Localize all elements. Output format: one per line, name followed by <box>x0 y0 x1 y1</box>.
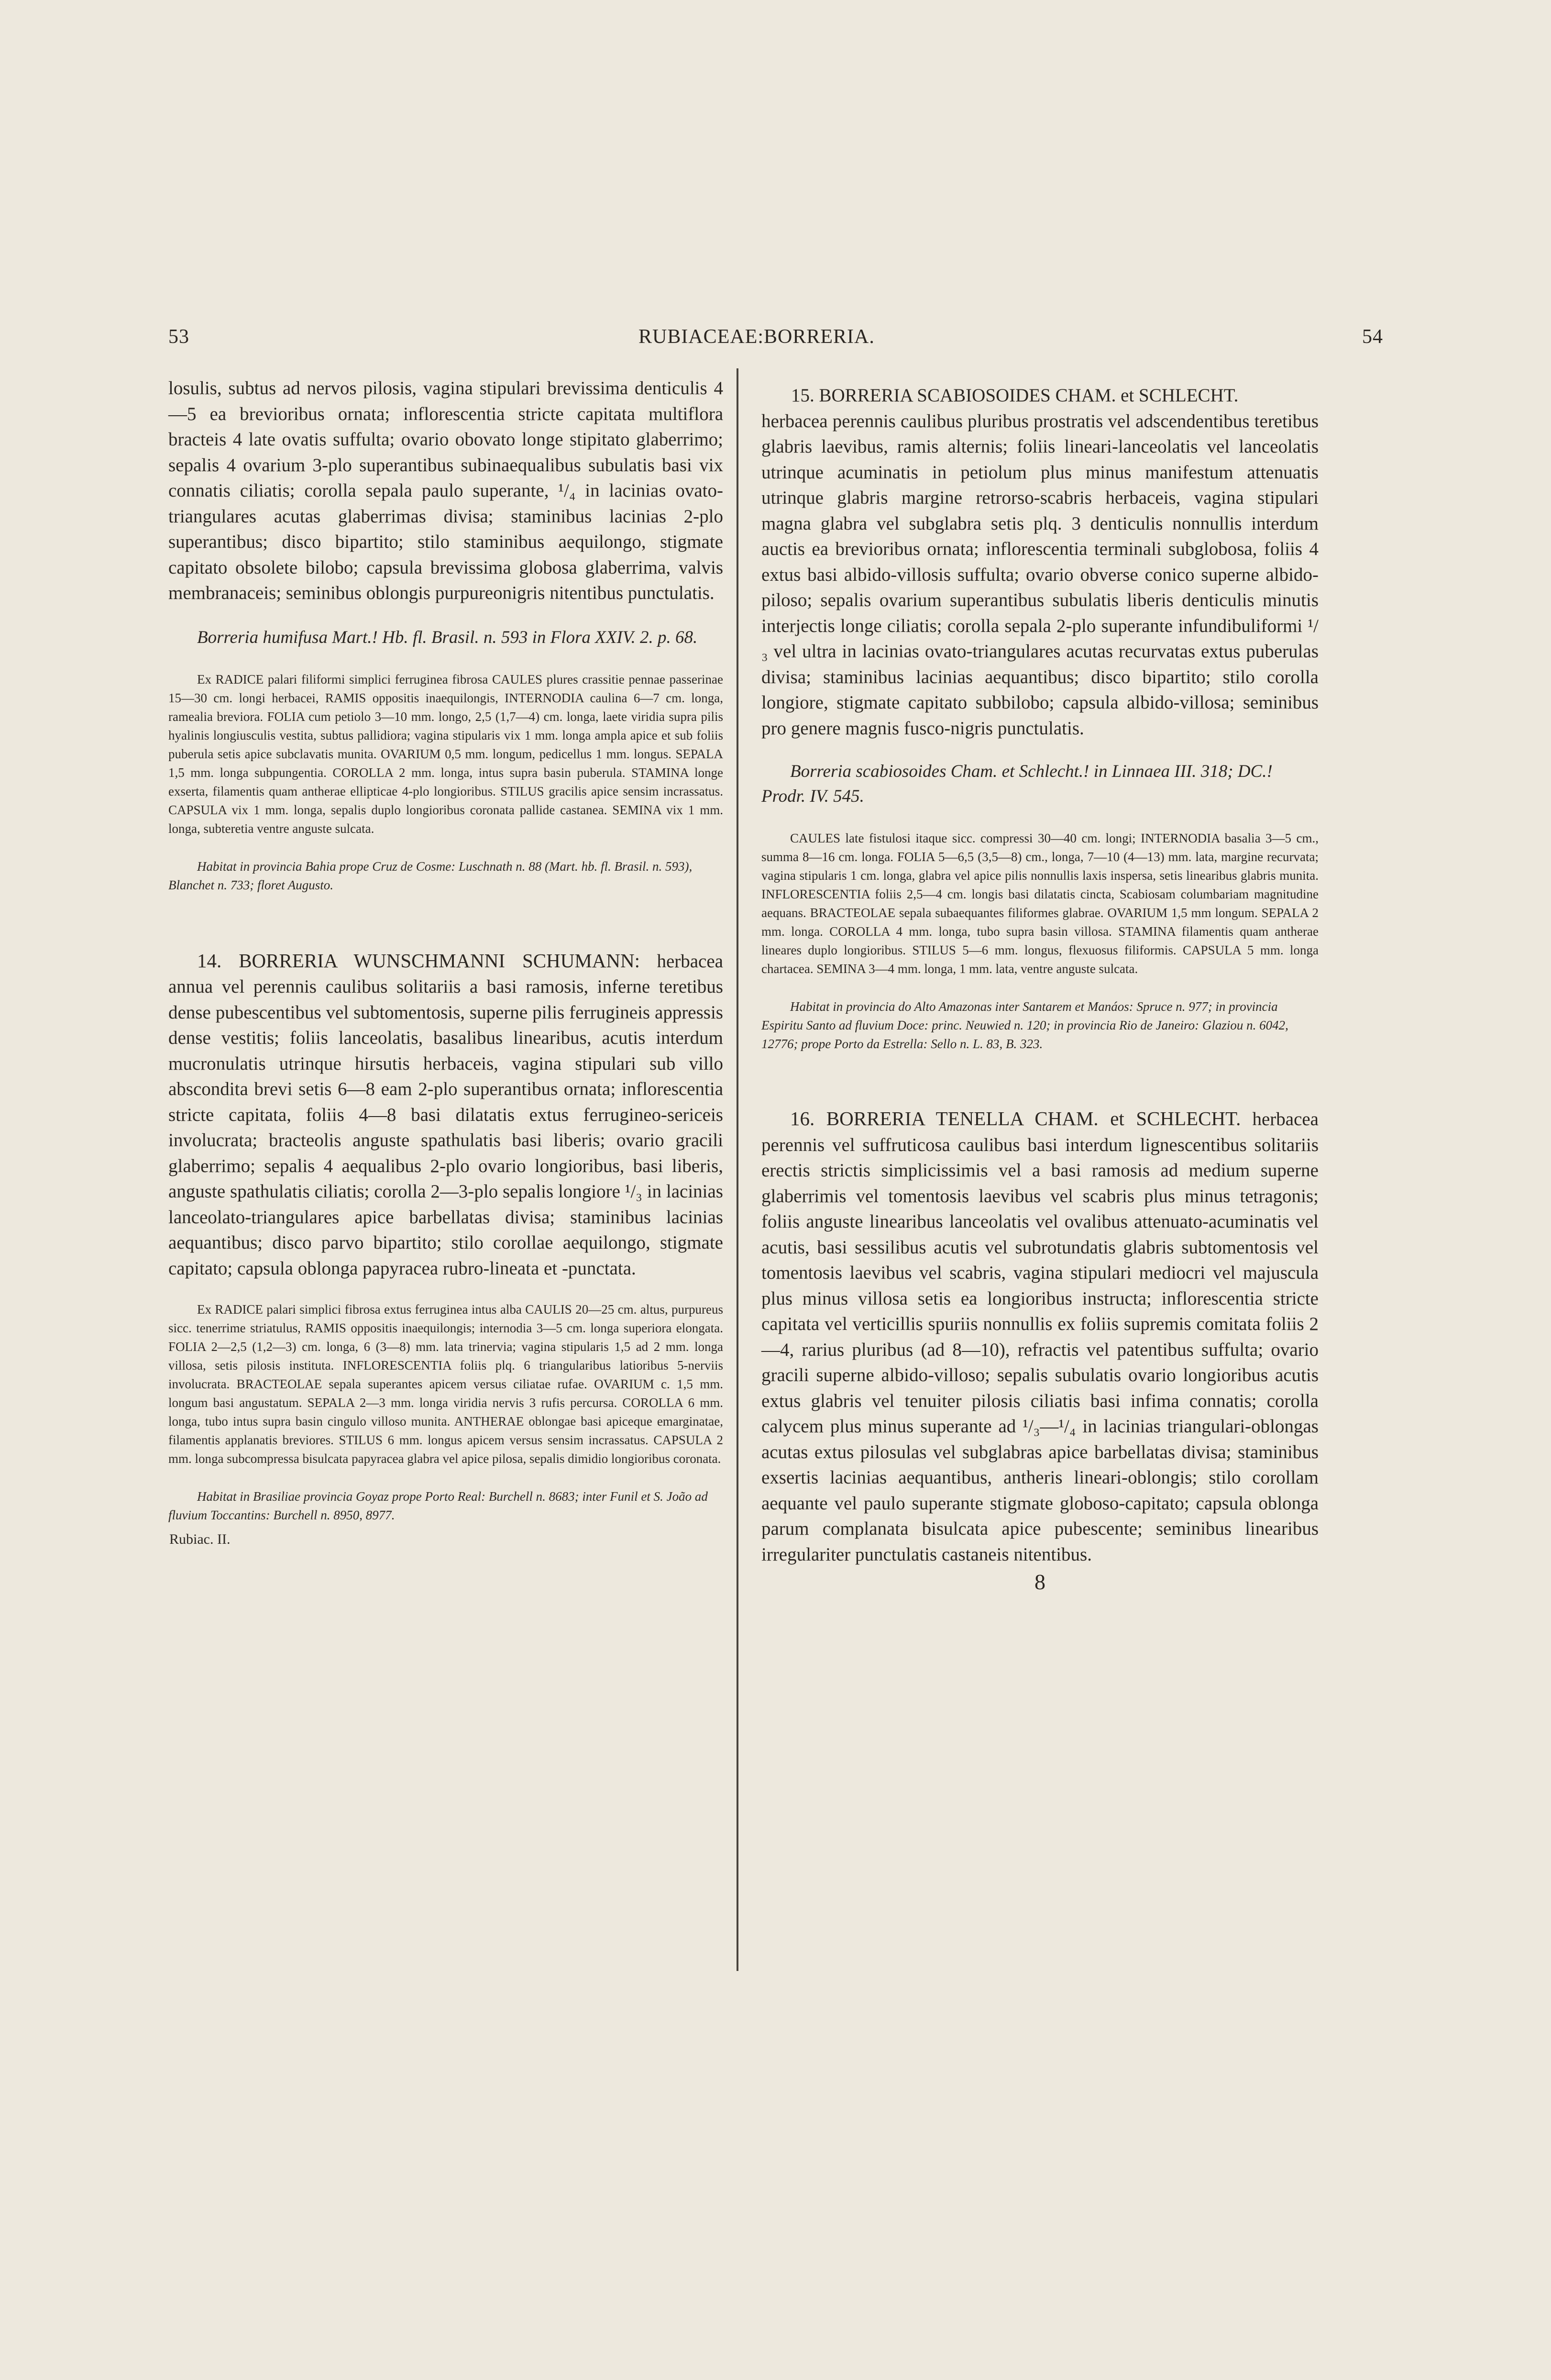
species-13-description-end: losulis, subtus ad nervos pilosis, vagina stipulari brevissima denticulis 4—5 ea brevioribus ornata; inflorescentia stricte capitata multiflora bracteis 4 late ovatis suffulta; ovario obovato longe stipitato glaberrimo; sepalis 4 ovarium 3-plo superantibus subinaequalibus subulatis basi vix connatis ciliatis; corolla sepala paulo superante, ¹/₄ in lacinias ovato-triangulares acutas glaberrimas divisa; staminibus lacinias 2-plo superantibus; disco bipartito; stilo staminibus aequilongo, stigmate capitato obsolete bilobo; capsula brevissima globosa glaberrima, valvis membranaceis; seminibus oblongis purpureonigris nitentibus punctulatis. <box>168 378 723 603</box>
column-divider <box>737 368 738 1971</box>
species-15-heading: 15. BORRERIA SCABIOSOIDES CHAM. et SCHLECHT. <box>791 385 1239 406</box>
species-14-diagnosis: herbacea annua vel perennis caulibus solitariis a basi ramosis, inferne teretibus dense pubescentibus vel subtomentosis, superne pilis ferrugineis appressis dense vestitis; foliis lanceolatis, basalibus linearibus, acutis interdum mucronulatis utrinque hirsutis herbaceis, vagina stipulari sub villo abscondita brevi setis 6—8 eam 2-plo superantibus ornata; inflorescentia stricte capitata, foliis 4—8 basi dilatatis extus ferrugineo-sericeis involucrata; bracteolis anguste spathulatis basi liberis; ovario gracili glaberrimo; sepalis 4 aequalibus 2-plo ovario longioribus, basi liberis, anguste spathulatis ciliatis; corolla 2—3-plo sepalis longiore ¹/₃ in lacinias lanceolato-triangulares apice barbellatas divisa; staminibus lacinias aequantibus; disco parvo bipartito; stilo corollae aequilongo, stigmate capitato; capsula oblonga papyracea rubro-lineata et -punctata. <box>168 951 723 1279</box>
species-13-detail: Ex RADICE palari filiformi simplici ferruginea fibrosa CAULES plures crassitie pennae passerinae 15—30 cm. longi herbacei, RAMIS oppositis inaequilongis, INTERNODIA caulina 6—7 cm. longa, ramealia breviora. FOLIA cum petiolo 3—10 mm. longo, 2,5 (1,7—4) cm. longa, laete viridia supra pilis hyalinis longiusculis vestita, subtus pallidiora; vagina stipularis vix 1 mm. longa ampla apice et sub foliis puberula setis apice subclavatis munita. OVARIUM 0,5 mm. longum, pedicellus 1 mm. longus. SEPALA 1,5 mm. longa subpungentia. COROLLA 2 mm. longa, intus supra basin puberula. STAMINA longe exserta, filamentis quam antherae ellipticae 4-plo longioribus. STILUS gracilis apice sensim incrassatus. CAPSULA vix 1 mm. longa, sepalis duplo longioribus coronata pallide castanea. SEMINA vix 1 mm. longa, subteretia ventre anguste sulcata. <box>168 672 723 836</box>
species-14-detail: Ex RADICE palari simplici fibrosa extus ferruginea intus alba CAULIS 20—25 cm. altus, purpureus sicc. tenerrime striatulus, RAMIS oppositis inaequilongis; internodia 3—5 cm. longa superiora elongata. FOLIA 2—2,5 (1,2—3) cm. longa, 6 (3—8) mm. lata trinervia; vagina stipularis 1,5 ad 2 mm. longa villosa, setis pilosis instituta. INFLORESCENTIA foliis plq. 6 triangularibus latioribus 5-nerviis involucrata. BRACTEOLAE sepala superantes apicem versus ciliatae rufae. OVARIUM c. 1,5 mm. longum basi angustatum. SEPALA 2—3 mm. longa viridia nervis 3 rufis percursa. COROLLA 6 mm. longa, tubo intus supra basin cingulo villoso munita. ANTHERAE oblongae basi apiceque emarginatae, filamentis applanatis breviores. STILUS 6 mm. longus apicem versus sensim incrassatus. CAPSULA 2 mm. longa subcompressa bisulcata papyracea glabra vel apice pilosa, sepalis dimidio longioribus coronata. <box>168 1302 723 1466</box>
running-header <box>168 325 1383 359</box>
species-14-habitat: Habitat in Brasiliae provincia Goyaz prope Porto Real: Burchell n. 8683; inter Funil et S. João ad fluvium Toccantins: Burchell n. 8950, 8977. <box>168 1489 708 1522</box>
species-13-habitat: Habitat in provincia Bahia prope Cruz de Cosme: Luschnath n. 88 (Mart. hb. fl. Brasil. n. 593), Blanchet n. 733; floret Augusto. <box>168 859 693 892</box>
species-15-diagnosis: herbacea perennis caulibus pluribus prostratis vel adscendentibus teretibus glabris laevibus, ramis alternis; foliis lineari-lanceolatis vel lanceolatis utrinque acuminatis in petiolum plus minus manifestum attenuatis utrinque glabris margine retrorso-scabris herbaceis, vagina stipulari magna glabra vel subglabra setis plq. 3 denticulis nonnullis interdum auctis ea brevioribus ornata; inflorescentia terminali subglobosa, foliis 4 extus basi albido-villosis suffulta; ovario obverse conico superne albido-piloso; sepalis ovarium superantibus subulatis liberis denticulis minutis interjectis longe ciliatis; corolla sepala 2-plo superante infundibuliformi ¹/₃ vel ultra in lacinias ovato-triangulares acutas recurvatas extus puberulas divisa; staminibus lacinias aequantibus; disco bipartito; stilo corolla longiore, stigmate capitato subbilobo; capsula albido-villosa; seminibus pro genere magnis fusco-nigris punctulatis. <box>761 410 1319 739</box>
header-title-left: RUBIACEAE: <box>638 326 764 348</box>
species-14-heading: 14. BORRERIA WUNSCHMANNI SCHUMANN: <box>197 949 640 972</box>
species-15-habitat: Habitat in provincia do Alto Amazonas inter Santarem et Manáos: Spruce n. 977; in provincia Espiritu Santo ad fluvium Doce: princ. Neuwied n. 120; in provincia Rio de Janeiro: Glaziou n. 6042, 12776; prope Porto da Estrella: Sello n. L. 83, B. 323. <box>761 999 1288 1051</box>
species-14-entry <box>168 948 723 1282</box>
species-15-citation: Borreria scabiosoides Cham. et Schlecht.! in Linnaea III. 318; DC.! Prodr. IV. 545. <box>761 762 1273 806</box>
right-column <box>761 383 1319 1594</box>
species-13-citation: Borreria humifusa Mart.! Hb. fl. Brasil. n. 593 in Flora XXIV. 2. p. 68. <box>197 627 698 647</box>
page-number-left: 53 <box>168 326 189 348</box>
species-16-entry <box>761 1106 1319 1567</box>
species-15-detail: CAULES late fistulosi itaque sicc. compressi 30—40 cm. longi; INTERNODIA basalia 3—5 cm., summa 8—16 cm. longa. FOLIA 5—6,5 (3,5—8) cm., longa, 7—10 (4—13) mm. lata, margine recurvata; vagina stipularis 1 cm. longa, glabra vel apice pilis nonnullis laxis inspersa, setis linearibus glabris munita. INFLORESCENTIA foliis 2,5—4 cm. longis basi dilatatis cincta, Scabiosam columbariam magnitudine aequans. BRACTEOLAE sepala subaequantes filiformes glabrae. OVARIUM 1,5 mm longum. SEPALA 2 mm. longa. COROLLA 4 mm. longa, tubo supra basin villosa. STAMINA filamentis quam antherae lineares duplo longioribus. STILUS 5—6 mm. longus, flexuosus filiformis. CAPSULA 5 mm. longa chartacea. SEMINA 3—4 mm. longa, 1 mm. lata, ventre anguste sulcata. <box>761 831 1319 976</box>
signature-mark-left: Rubiac. II. <box>169 1531 231 1547</box>
left-column <box>168 376 723 1548</box>
signature-number: 8 <box>1034 1570 1045 1594</box>
species-16-heading: 16. BORRERIA TENELLA CHAM. et SCHLECHT. <box>790 1107 1241 1129</box>
species-16-diagnosis: herbacea perennis vel suffruticosa caulibus basi interdum lignescentibus solitariis erectis strictis simplicissimis vel a basi ramosis ad medium superne glaberrimis vel tomentosis laevibus vel scabris plus minus tetragonis; foliis anguste linearibus lanceolatis vel ovalibus attenuato-acuminatis vel acutis, basi sessilibus acutis vel subrotundatis glabris subtomentosis vel tomentosis laevibus vel scabris, vagina stipulari mediocri vel majuscula plus minus villosa setis ea longioribus instructa; inflorescentia stricte capitata vel verticillis spuriis nonnullis ex foliis supremis comitata foliis 2—4, rarius pluribus (ad 8—10), refractis vel patentibus suffulta; ovario gracili superne albido-villoso; sepalis subulatis ovario longioribus acutis extus glabris vel tenuiter pilosis ciliatis basi infima connatis; corolla calycem plus minus superante ad ¹/₃—¹/₄ in lacinias triangulari-oblongas acutas extus pilosulas vel subglabras apice barbellatas divisa; staminibus exsertis lacinias aequantibus, antheris lineari-oblongis; stilo corollam aequante vel paulo superante stigmate globoso-capitato; capsula oblonga parum complanata bisulcata apice pubescente; seminibus linearibus irregulariter punctulatis castaneis nitentibus. <box>761 1109 1319 1565</box>
page-number-right: 54 <box>1362 326 1383 348</box>
header-title-right: BORRERIA. <box>764 326 875 348</box>
